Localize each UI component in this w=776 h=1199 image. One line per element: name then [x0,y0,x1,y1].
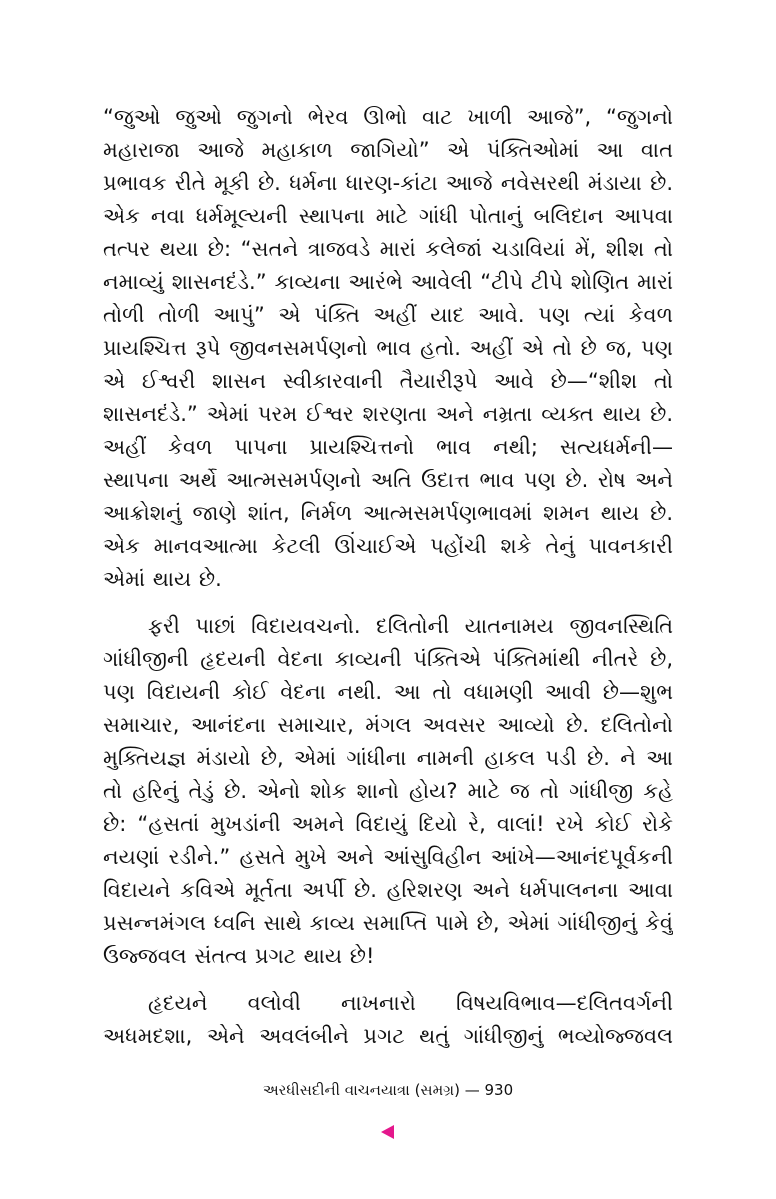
text-line: ગાંધીજીની હૃદયની વેદના કાવ્યની પંક્તિએ પંક્તિમાંથી નીતરે છે, [103,647,673,671]
text-line: વિદાયને કવિએ મૂર્તતા અર્પી છે. હરિશરણ અને ધર્મપાલનના આવા [103,878,673,902]
paragraph-2 [103,610,673,973]
text-line: છે: “હસતાં મુખડાંની અમને વિદાયું દિયો રે, વાલાં! રખે કોઈ રોકે [103,812,673,836]
text-line: પ્રસન્નમંગલ ધ્વનિ સાથે કાવ્ય સમાપ્તિ પામે છે, એમાં ગાંધીજીનું કેવું [103,911,673,935]
text-line: પ્રભાવક રીતે મૂકી છે. ધર્મના ધારણ-કાંટા આજે નવેસરથી મંડાયા છે. [103,171,673,195]
page-footer: અરધીસદીની વાચનયાત્રા (સમગ્ર) — 930 [262,1081,514,1099]
text-line: તત્પર થયા છે: “સતને ત્રાજવડે મારાં કલેજાં ચડાવિયાં મેં, શીશ તો [103,237,673,261]
text-line: તોળી તોળી આપું” એ પંક્તિ અહીં યાદ આવે. પણ ત્યાં કેવળ [103,303,673,327]
text-line: પણ વિદાયની કોઈ વેદના નથી. આ તો વધામણી આવી છે—શુભ [103,680,673,704]
text-line: તો હરિનું તેડું છે. એનો શોક શાનો હોય? માટે જ તો ગાંધીજી કહે [103,779,673,803]
text-line: મુક્તિયજ્ઞ મંડાયો છે, એમાં ગાંધીના નામની હાકલ પડી છે. ને આ [103,746,673,770]
text-line: “જુઓ જુઓ જુગનો ભેરવ ઊભો વાટ ખાળી આજે”, “જુગનો [103,105,673,129]
text-line: પ્રાયશ્ચિત્ત રૂપે જીવનસમર્પણનો ભાવ હતો. અહીં એ તો છે જ, પણ [103,336,673,360]
text-line: અધમદશા, એને અવલંબીને પ્રગટ થતું ગાંધીજીનું ભવ્યોજ્જવલ [103,1024,673,1048]
text-line: ફરી પાછાં વિદાયવચનો. દલિતોની યાતનામય જીવનસ્થિતિ [148,614,673,638]
text-line: મહારાજા આજે મહાકાળ જાગિયો” એ પંક્તિઓમાં આ વાત [103,138,673,162]
text-line: એક નવા ધર્મમૂલ્યની સ્થાપના માટે ગાંધી પોતાનું બલિદાન આપવા [103,204,673,228]
text-line: નમાવ્યું શાસનદંડે.” કાવ્યના આરંભે આવેલી “ટીપે ટીપે શોણિત મારાં [103,270,673,294]
text-line: અહીં કેવળ પાપના પ્રાયશ્ચિત્તનો ભાવ નથી; સત્યધર્મની— [103,435,673,459]
paragraph-1 [103,101,673,596]
previous-page-arrow-icon[interactable] [381,1125,394,1139]
text-line: હૃદયને વલોવી નાખનારો વિષયવિભાવ—દલિતવર્ગની [148,991,673,1015]
text-line: સમાચાર, આનંદના સમાચાર, મંગલ અવસર આવ્યો છે. દલિતોનો [103,713,673,737]
text-line: ઉજ્જવલ સંતત્વ પ્રગટ થાય છે! [103,944,375,968]
text-line: સ્થાપના અર્થે આત્મસમર્પણનો અતિ ઉદાત્ત ભાવ પણ છે. રોષ અને [103,468,673,492]
text-line: આક્રોશનું જાણે શાંત, નિર્મળ આત્મસમર્પણભાવમાં શમન થાય છે. [103,501,673,525]
text-line: શાસનદંડે.” એમાં પરમ ઈશ્વર શરણતા અને નમ્રતા વ્યક્ત થાય છે. [103,402,673,426]
text-line: એક માનવઆત્મા કેટલી ઊંચાઈએ પહોંચી શકે તેનું પાવનકારી [103,534,673,558]
text-line: નયણાં રડીને.” હસતે મુખે અને આંસુવિહીન આંખે—આનંદપૂર્વકની [103,845,673,869]
text-line: એમાં થાય છે. [103,567,222,591]
paragraph-3 [103,987,673,1053]
text-line: એ ઈશ્વરી શાસન સ્વીકારવાની તૈયારીરૂપે આવે છે—“શીશ તો [103,369,673,393]
